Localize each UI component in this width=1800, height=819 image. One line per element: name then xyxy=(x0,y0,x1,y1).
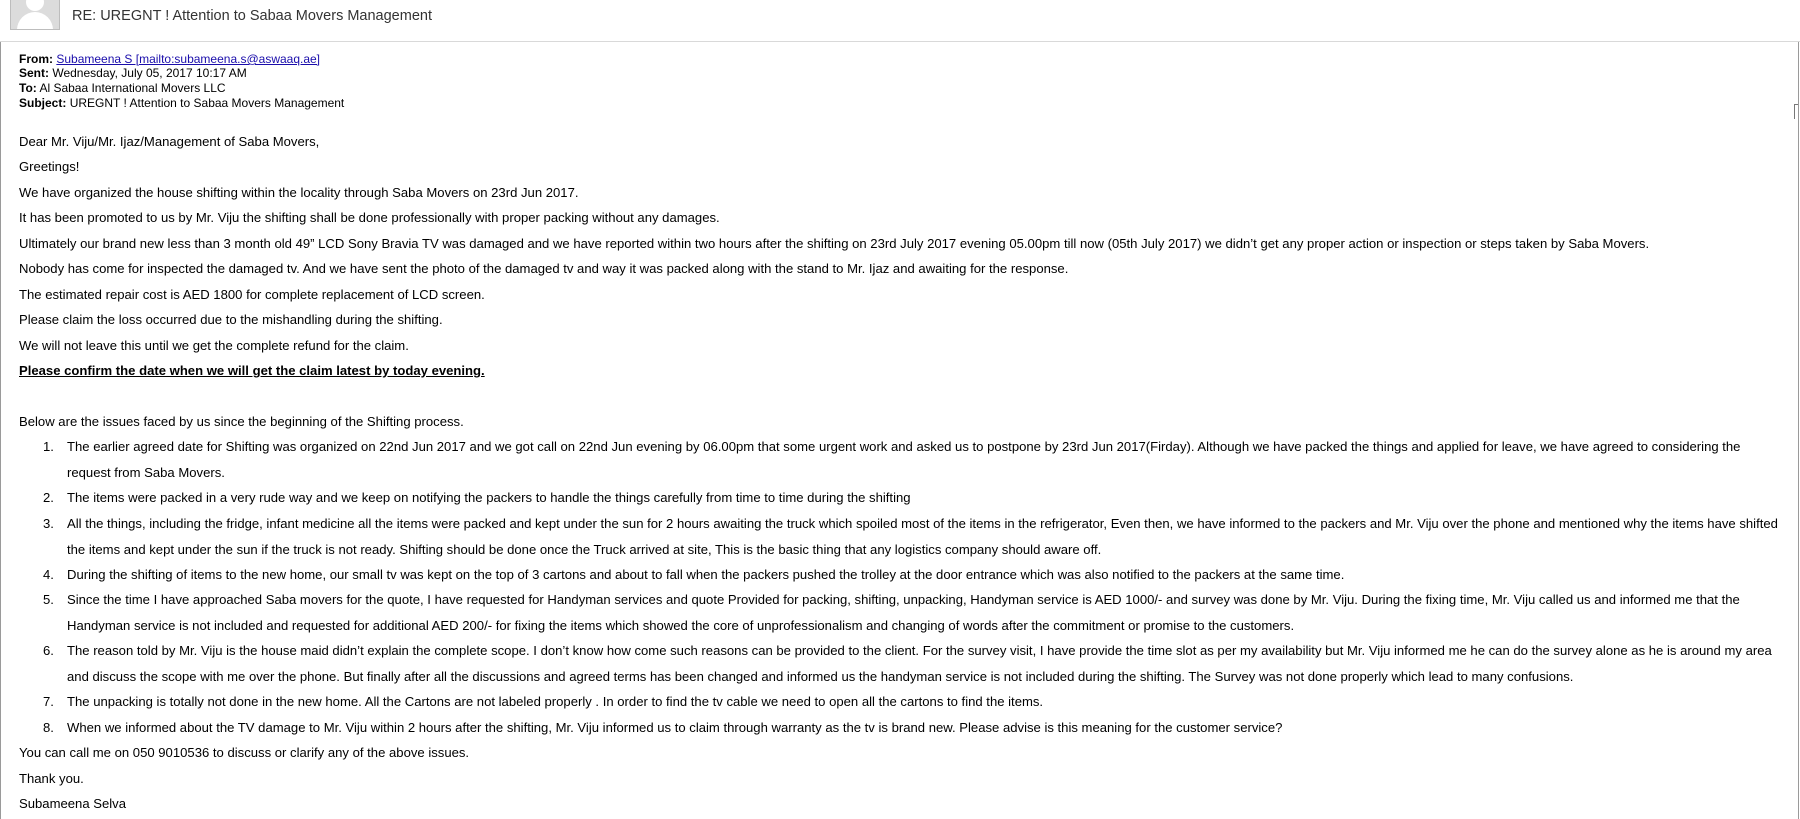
paragraph-1: We have organized the house shifting within the locality through Saba Movers on 23rd Jun 2017. xyxy=(19,185,579,200)
issue-text: The earlier agreed date for Shifting was organized on 22nd Jun 2017 and we got call on 22nd Jun evening by 06.00pm that some urgent work and asked us to postpone by 23rd Jun 2017(Firday). Although we have packed the things and applied for leave, we have agreed to considering the request from Saba Movers. xyxy=(67,439,1741,480)
paragraph-7: We will not leave this until we get the complete refund for the claim. xyxy=(19,338,409,353)
signature: Subameena Selva xyxy=(19,796,127,811)
avatar-head-shape xyxy=(26,0,44,11)
issue-number: 5. xyxy=(43,592,54,607)
issue-number: 6. xyxy=(43,643,54,658)
issue-number: 8. xyxy=(43,720,54,735)
message-subject-title: RE: UREGNT ! Attention to Sabaa Movers Management xyxy=(72,8,432,24)
greeting: Dear Mr. Viju/Mr. Ijaz/Management of Saba Movers, xyxy=(19,134,320,149)
header-from-label: From: xyxy=(19,52,53,66)
header-sent xyxy=(19,66,247,80)
issue-text: The unpacking is totally not done in the new home. All the Cartons are not labeled properly . In order to find the tv cable we need to open all the cartons to find the items. xyxy=(67,694,1044,709)
header-to xyxy=(19,81,226,95)
greetings-line: Greetings! xyxy=(19,159,80,174)
header-subject-label: Subject: xyxy=(19,96,67,110)
issue-number: 1. xyxy=(43,439,54,454)
issue-text: During the shifting of items to the new home, our small tv was kept on the top of 3 cartons and about to fall when the packers pushed the trolley at the door entrance which was also notified to the packers at the same time. xyxy=(67,567,1345,582)
message-body-pane xyxy=(0,42,1799,819)
issue-number: 7. xyxy=(43,694,54,709)
call-line: You can call me on 050 9010536 to discuss or clarify any of the above issues. xyxy=(19,745,470,760)
message-header-bar xyxy=(0,0,1800,42)
paragraph-6: Please claim the loss occurred due to the mishandling during the shifting. xyxy=(19,312,443,327)
thanks-line: Thank you. xyxy=(19,771,84,786)
header-subject-value: UREGNT ! Attention to Sabaa Movers Management xyxy=(69,96,345,110)
issue-number: 4. xyxy=(43,567,54,582)
header-subject xyxy=(19,96,344,110)
issue-text: When we informed about the TV damage to Mr. Viju within 2 hours after the shifting, Mr. Viju informed us to claim through warranty as the tv is brand new. Please advise is this meaning for the customer service? xyxy=(67,720,1283,735)
paragraph-2: It has been promoted to us by Mr. Viju the shifting shall be done professionally with proper packing without any damages. xyxy=(19,210,720,225)
header-sent-value: Wednesday, July 05, 2017 10:17 AM xyxy=(52,66,247,80)
issue-number: 2. xyxy=(43,490,54,505)
avatar-shoulders-shape xyxy=(17,12,53,30)
issue-text: The items were packed in a very rude way and we keep on notifying the packers to handle the things carefully from time to time during the shifting xyxy=(67,490,911,505)
header-from xyxy=(19,52,320,66)
paragraph-5: The estimated repair cost is AED 1800 for complete replacement of LCD screen. xyxy=(19,287,485,302)
issue-text: All the things, including the fridge, infant medicine all the items were packed and kept under the sun for 2 hours awaiting the truck which spoiled most of the items in the refrigerator, Even then, we have informed to the packers and Mr. Viju over the phone and mentioned why the items have shifted the items and kept under the sun if the truck is not ready. Shifting should be done once the Truck arrived at site, This is the basic thing that any logistics company should aware off. xyxy=(67,516,1778,557)
claim-request-line: Please confirm the date when we will get the claim latest by today evening. xyxy=(19,363,485,378)
scroll-edge-marker xyxy=(1794,104,1798,119)
header-from-value[interactable]: Subameena S [mailto:subameena.s@aswaaq.ae] xyxy=(56,52,321,66)
header-to-value: Al Sabaa International Movers LLC xyxy=(39,81,226,95)
paragraph-3: Ultimately our brand new less than 3 month old 49” LCD Sony Bravia TV was damaged and we have reported within two hours after the shifting on 23rd July 2017 evening 05.00pm till now (05th July 2017) we didn’t get any proper action or inspection or steps taken by Saba Movers. xyxy=(19,236,1650,251)
paragraph-4: Nobody has come for inspected the damaged tv. And we have sent the photo of the damaged tv and way it was packed along with the stand to Mr. Ijaz and awaiting for the response. xyxy=(19,261,1069,276)
header-sent-label: Sent: xyxy=(19,66,49,80)
issue-text: The reason told by Mr. Viju is the house maid didn’t explain the complete scope. I don’t know how come such reasons can be provided to the client. For the survey visit, I have provide the time slot as per my availability but Mr. Viju informed me he can do the survey alone as he is around my area and discuss the scope with me over the phone. But finally after all the discussions and agreed terms has been changed and informed us the handyman service is not included during the shifting. The Survey was not done properly which lead to many confusions. xyxy=(67,643,1772,684)
issues-intro: Below are the issues faced by us since the beginning of the Shifting process. xyxy=(19,414,464,429)
header-to-label: To: xyxy=(19,81,37,95)
issue-number: 3. xyxy=(43,516,54,531)
issue-text: Since the time I have approached Saba movers for the quote, I have requested for Handyman services and quote Provided for packing, shifting, unpacking, Handyman service is AED 1000/- and survey was done by Mr. Viju. During the fixing time, Mr. Viju called us and informed me that the Handyman service is not included and requested for additional AED 200/- for fixing the items which showed the core of unprofessionalism and changing of words after the commitment or promise to the customers. xyxy=(67,592,1740,633)
sender-avatar[interactable] xyxy=(10,0,60,30)
